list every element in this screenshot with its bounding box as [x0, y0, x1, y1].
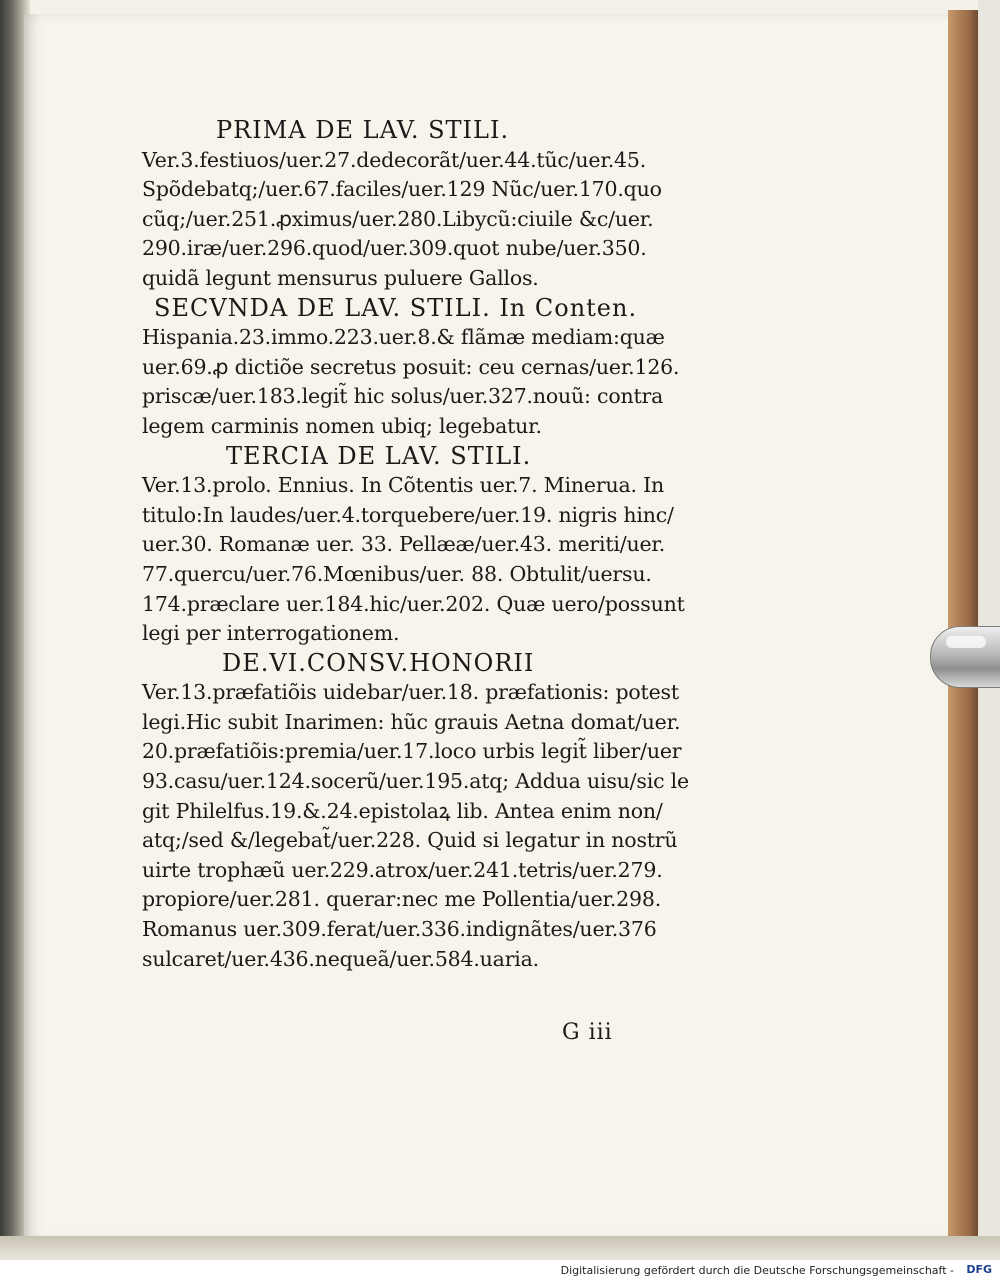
text-line: legem carminis nomen ubiq; legebatur. — [142, 413, 542, 438]
text-block — [142, 116, 702, 974]
section-heading: PRIMA DE LAV. STILI. — [216, 116, 510, 144]
text-line: uirte trophæũ uer.229.atrox/uer.241.tetris/uer.279. — [142, 857, 663, 882]
text-line: Spõdebatq;/uer.67.faciles/uer.129 Nũc/uer.170.quo — [142, 177, 662, 202]
section-heading: TERCIA DE LAV. STILI. — [226, 441, 532, 470]
text-line: uer.69.ꝓ dictiõe secretus posuit: ceu cernas/uer.126. — [142, 354, 680, 379]
signature-mark: G iii — [562, 1020, 613, 1045]
text-line: Ver.13.præfatiõis uidebar/uer.18. præfationis: potest — [142, 680, 679, 705]
text-line: 290.iræ/uer.296.quod/uer.309.quot nube/uer.350. — [142, 236, 647, 261]
text-line: atq;/sed &/legebat̃/uer.228. Quid si legatur in nostrũ — [142, 828, 678, 853]
text-line: quidã legunt mensurus puluere Gallos. — [142, 265, 539, 290]
text-line: titulo:In laudes/uer.4.torquebere/uer.19. nigris hinc/ — [142, 502, 674, 527]
section-heading: SECVNDA DE LAV. STILI. In Conten. — [154, 293, 638, 322]
section-heading: DE.VI.CONSV.HONORII — [222, 648, 535, 677]
footer-credit: Digitalisierung gefördert durch die Deutsche Forschungsgemeinschaft - — [560, 1264, 954, 1277]
text-line: Hispania.23.immo.223.uer.8.& flãmæ mediam:quæ — [142, 325, 665, 350]
page-clip-highlight — [946, 636, 986, 648]
text-line: Romanus uer.309.ferat/uer.336.indignãtes/uer.376 — [142, 917, 657, 942]
text-line: legi.Hic subit Inarimen: hũc grauis Aetna domat/uer. — [142, 709, 681, 734]
text-line: Ver.13.prolo. Ennius. In Cõtentis uer.7. Minerua. In — [142, 473, 664, 498]
text-line: 20.præfatiõis:premia/uer.17.loco urbis legit̃ liber/uer — [142, 739, 682, 764]
text-line: sulcaret/uer.436.nequeã/uer.584.uaria. — [142, 946, 539, 971]
digitization-footer — [0, 1260, 1000, 1283]
text-line: Ver.3.festiuos/uer.27.dedecorãt/uer.44.tũc/uer.45. — [142, 147, 647, 172]
text-line: 77.quercu/uer.76.Mœnibus/uer. 88. Obtulit/uersu. — [142, 561, 652, 586]
text-line: priscæ/uer.183.legit̃ hic solus/uer.327.nouũ: contra — [142, 384, 664, 409]
text-line: 93.casu/uer.124.socerũ/uer.195.atq; Addua uisu/sic le — [142, 769, 689, 794]
dfg-logo: DFG — [966, 1263, 992, 1276]
text-line: cũq;/uer.251.ꝓximus/uer.280.Libycũ:ciuile &c/uer. — [142, 206, 654, 231]
text-line: git Philelfus.19.&.24.epistolaꝝ lib. Antea enim non/ — [142, 798, 663, 823]
text-line: legi per interrogationem. — [142, 621, 400, 646]
text-line: propiore/uer.281. querar:nec me Pollentia/uer.298. — [142, 887, 662, 912]
text-line: 174.præclare uer.184.hic/uer.202. Quæ uero/possunt — [142, 591, 685, 616]
page-bottom-shadow — [0, 1236, 1000, 1260]
text-line: uer.30. Romanæ uer. 33. Pellææ/uer.43. meriti/uer. — [142, 532, 666, 557]
